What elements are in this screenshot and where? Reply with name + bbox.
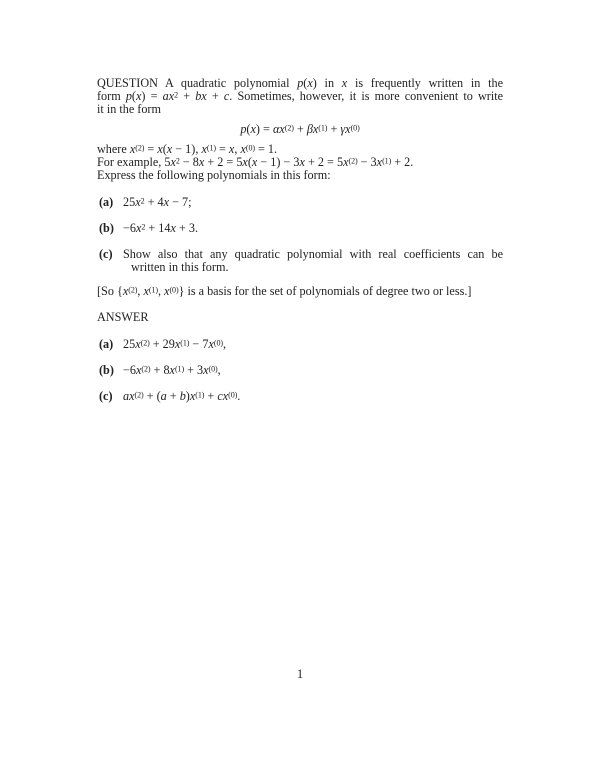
page-number: 1	[296, 667, 304, 681]
question-item-c-label: (c)	[99, 246, 113, 261]
document-body	[97, 77, 503, 403]
question-item-b-label: (b)	[99, 220, 114, 235]
question-intro-line-2: form $p(x) = ax^2$ + bx + c. Sometimes, however, it is more convenient to write	[97, 89, 504, 104]
question-item-a	[97, 196, 503, 209]
question-item-b-text: $-6x^2 + 14x + 3$.	[123, 220, 199, 235]
answer-item-a-text: $25x^{(2)} + 29x^{(1)} - 7x^{(0)}$,	[123, 337, 226, 352]
question-item-c-text-line-2: written in this form.	[131, 259, 229, 274]
question-intro-line-1: QUESTION A quadratic polynomial p(x) in x is frequently written in the	[97, 76, 503, 90]
where-line: where $x^{(2)} = x(x - 1)$, $x^{(1)} = x$, $x^{(0)} = 1$.	[97, 141, 278, 156]
answer-item-b-text: $-6x^{(2)} + 8x^{(1)} + 3x^{(0)}$,	[123, 363, 221, 378]
express-line: Express the following polynomials in this form:	[97, 168, 331, 183]
question-intro-line-3: it in the form	[97, 102, 161, 117]
example-line: For example, $5x^2 - 8x + 2 = 5x(x - 1) - 3x + 2 = 5x^{(2)} - 3x^{(1)} + 2$.	[97, 154, 414, 169]
question-item-a-label: (a)	[99, 194, 114, 209]
answer-item-c-text: $ax^{(2)} + (a + b)x^{(1)} + cx^{(0)}$.	[123, 389, 241, 404]
answer-item-a	[97, 338, 503, 351]
display-equation: $p(x) = \alpha x^{(2)} + \beta x^{(1)} + \gamma x^{(0)}$	[240, 121, 360, 136]
answer-item-b-label: (b)	[99, 363, 114, 378]
answer-item-b	[97, 364, 503, 377]
answer-item-a-label: (a)	[99, 337, 114, 352]
question-item-c	[97, 248, 503, 274]
answer-item-c-label: (c)	[99, 389, 113, 404]
question-item-c-text-line-1: Show also that any quadratic polynomial with real coefficients can be	[123, 246, 503, 261]
question-item-a-text: $25x^2 + 4x - 7$;	[123, 194, 192, 209]
answer-heading: ANSWER	[97, 310, 149, 325]
basis-note: [So {$x^{(2)}$, $x^{(1)}$, $x^{(0)}$} is a basis for the set of polynomials of degree two or less.]	[97, 284, 472, 299]
question-item-b	[97, 222, 503, 235]
answer-item-c	[97, 390, 503, 403]
